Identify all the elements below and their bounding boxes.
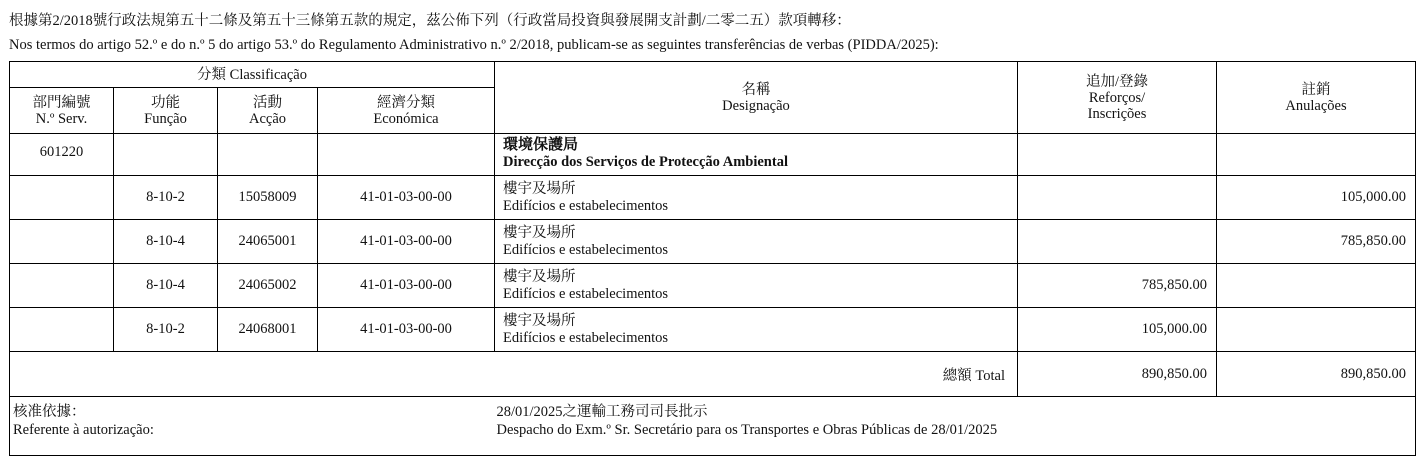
action-code: 24065002 (218, 264, 318, 308)
economic-code: 41-01-03-00-00 (318, 176, 495, 220)
function-header-pt: Função (144, 110, 187, 127)
reinforcement-amount: 105,000.00 (1018, 308, 1217, 352)
table-row (10, 308, 1416, 352)
item-name-zh: 樓宇及場所 (503, 312, 576, 329)
reinforcement-header (1018, 62, 1217, 134)
designation-header-pt: Designação (722, 97, 790, 114)
empty-cell (218, 134, 318, 176)
service-number-header (10, 88, 114, 134)
empty-cell (10, 264, 114, 308)
authorization-label (10, 397, 495, 456)
intro-text-chinese: 根據第2/2018號行政法規第五十二條及第五十三條第五款的規定，茲公佈下列（行政當局投資與發展開支計劃/二零二五）款項轉移： (9, 13, 851, 29)
item-name-zh: 樓宇及場所 (503, 224, 576, 241)
item-name-pt: Edifícios e estabelecimentos (503, 329, 669, 346)
service-code: 601220 (10, 134, 114, 176)
department-name (495, 134, 1018, 176)
annulment-amount: 105,000.00 (1217, 176, 1416, 220)
empty-cell (10, 176, 114, 220)
item-name-zh: 樓宇及場所 (503, 180, 576, 197)
total-row (10, 352, 1416, 397)
reinforcement-amount (1018, 220, 1217, 264)
authorization-value-pt: Despacho do Exm.º Sr. Secretário para os Transportes e Obras Públicas de 28/01/2025 (496, 422, 998, 438)
action-header-pt: Acção (248, 110, 287, 127)
action-header-zh: 活動 (253, 94, 282, 111)
intro-text-portuguese: Nos termos do artigo 52.º e do n.º 5 do artigo 53.º do Regulamento Administrativo n.º 2/2018, publicam-se as seguintes transferências de verbas (PIDDA/2025): (9, 37, 939, 53)
reinforcement-header-zh: 追加/登錄 (1085, 73, 1149, 90)
reinforcement-amount: 785,850.00 (1018, 264, 1217, 308)
action-header (218, 88, 318, 134)
total-label: 總額 Total (10, 352, 1018, 397)
authorization-value (495, 397, 1416, 456)
economic-header-pt: Económica (373, 110, 439, 127)
annulment-header-pt: Anulações (1285, 97, 1347, 114)
item-name-pt: Edifícios e estabelecimentos (503, 197, 669, 214)
reinforcement-header-pt1: Reforços/ (1088, 89, 1146, 106)
function-code: 8-10-2 (114, 176, 218, 220)
empty-cell (1018, 134, 1217, 176)
function-code: 8-10-4 (114, 220, 218, 264)
authorization-label-zh: 核准依據： (13, 404, 86, 420)
action-code: 24068001 (218, 308, 318, 352)
item-designation (495, 308, 1018, 352)
item-name-zh: 樓宇及場所 (503, 268, 576, 285)
designation-header (495, 62, 1018, 134)
authorization-value-zh: 28/01/2025之運輸工務司司長批示 (496, 404, 708, 420)
empty-cell (114, 134, 218, 176)
item-name-pt: Edifícios e estabelecimentos (503, 241, 669, 258)
annulment-header (1217, 62, 1416, 134)
item-name-pt: Edifícios e estabelecimentos (503, 285, 669, 302)
authorization-label-pt: Referente à autorização: (13, 422, 154, 438)
economic-code: 41-01-03-00-00 (318, 308, 495, 352)
empty-cell (10, 220, 114, 264)
table-row (10, 176, 1416, 220)
classification-header: 分類 Classificação (10, 62, 495, 88)
empty-cell (318, 134, 495, 176)
action-code: 15058009 (218, 176, 318, 220)
item-designation (495, 220, 1018, 264)
budget-transfer-table (9, 61, 1416, 456)
total-reinforcement: 890,850.00 (1018, 352, 1217, 397)
function-header (114, 88, 218, 134)
item-designation (495, 176, 1018, 220)
economic-code: 41-01-03-00-00 (318, 220, 495, 264)
function-code: 8-10-4 (114, 264, 218, 308)
annulment-amount (1217, 264, 1416, 308)
table-row (10, 220, 1416, 264)
annulment-amount: 785,850.00 (1217, 220, 1416, 264)
service-header-pt: N.º Serv. (35, 110, 88, 127)
table-row (10, 264, 1416, 308)
annulment-header-zh: 註銷 (1301, 81, 1331, 98)
total-annulment: 890,850.00 (1217, 352, 1416, 397)
annulment-amount (1217, 308, 1416, 352)
action-code: 24065001 (218, 220, 318, 264)
reinforcement-amount (1018, 176, 1217, 220)
service-header-zh: 部門編號 (32, 94, 91, 111)
economic-code: 41-01-03-00-00 (318, 264, 495, 308)
economic-header (318, 88, 495, 134)
reinforcement-header-pt2: Inscrições (1087, 105, 1147, 122)
function-code: 8-10-2 (114, 308, 218, 352)
designation-header-zh: 名稱 (741, 81, 771, 98)
authorization-row (10, 397, 1416, 456)
economic-header-zh: 經濟分類 (377, 94, 435, 111)
department-name-pt: Direcção dos Serviços de Protecção Ambiental (503, 154, 788, 170)
item-designation (495, 264, 1018, 308)
empty-cell (10, 308, 114, 352)
empty-cell (1217, 134, 1416, 176)
function-header-zh: 功能 (151, 94, 180, 111)
department-name-zh: 環境保護局 (503, 137, 579, 153)
